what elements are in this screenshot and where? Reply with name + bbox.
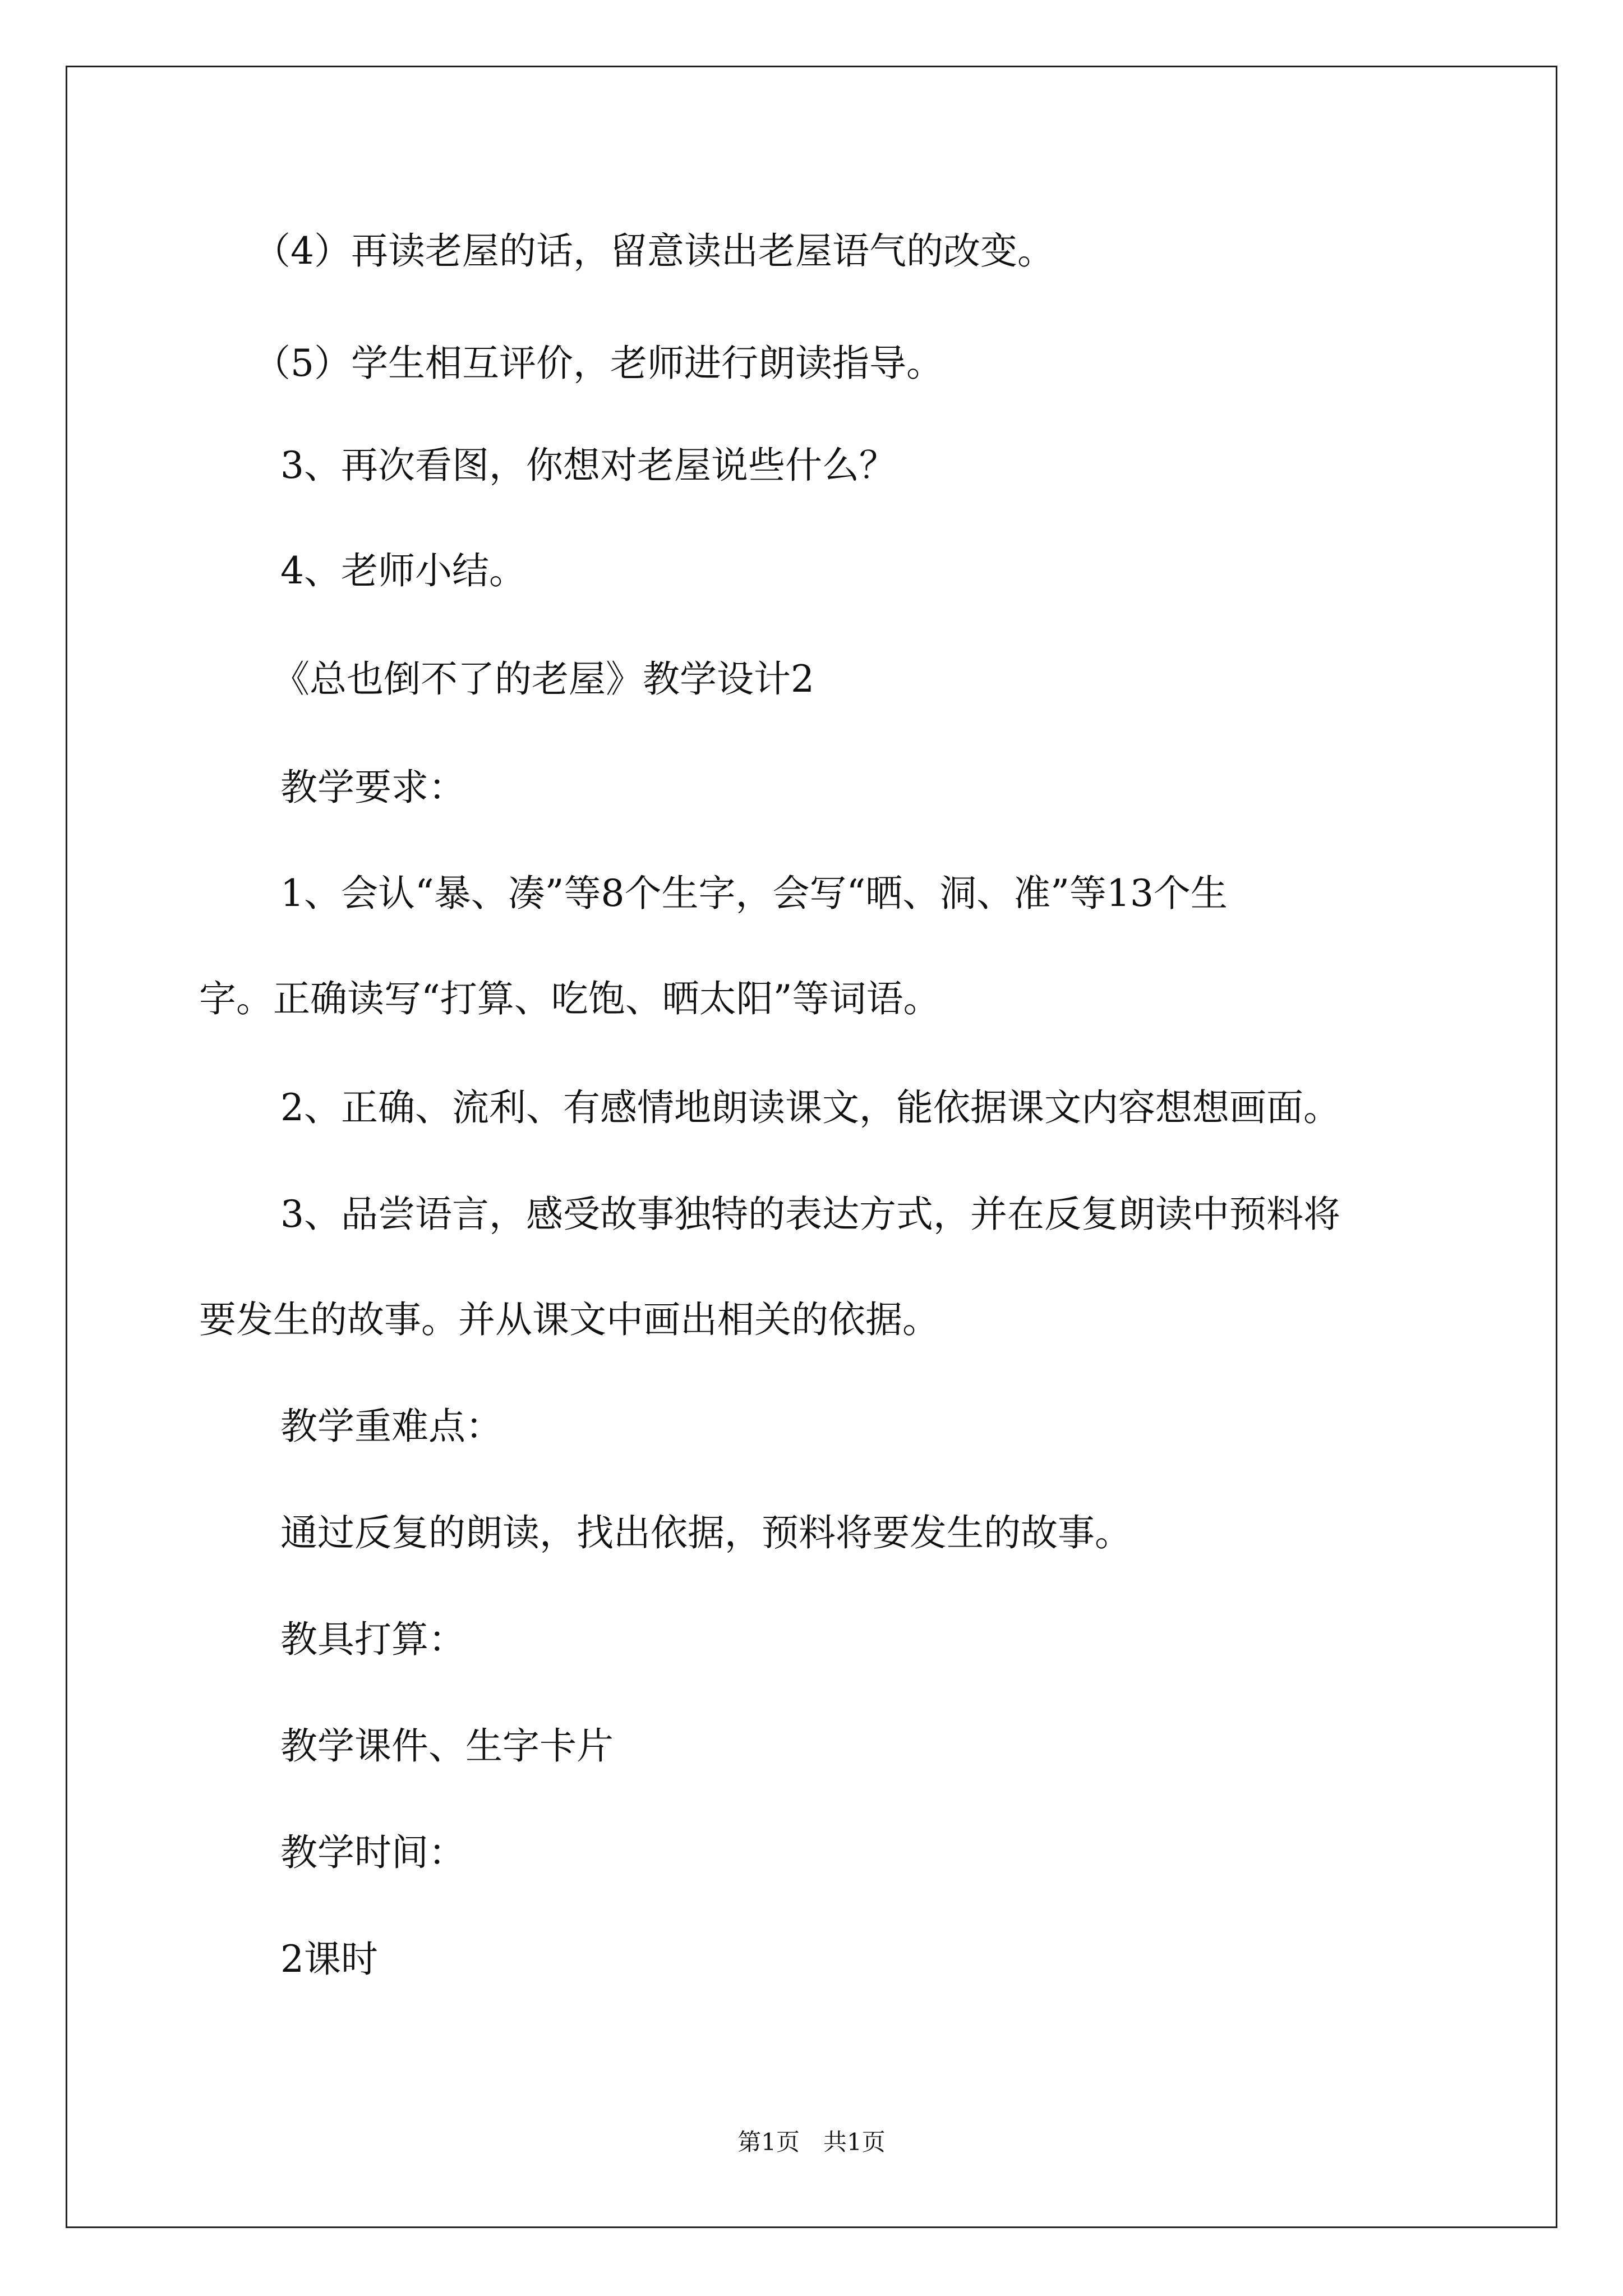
text-line-15: 教学课件、生字卡片 <box>280 1724 614 1768</box>
text-line-3: 3、再次看图，你想对老屋说些什么？ <box>280 444 896 487</box>
text-line-14: 教具打算： <box>280 1618 465 1661</box>
doc-subtitle: 《总也倒不了的老屋》教学设计2 <box>273 657 814 701</box>
text-line-16: 教学时间： <box>280 1831 465 1874</box>
page-border <box>66 66 1557 2228</box>
text-line-17: 2课时 <box>280 1938 378 1981</box>
page-footer: 第1页 共1页 <box>737 2128 886 2156</box>
text-line-4: 4、老师小结。 <box>280 549 526 592</box>
text-line-7: 1、会认“暴、凑”等8个生字，会写“晒、洞、准”等13个生 <box>280 872 1228 915</box>
text-line-13: 通过反复的朗读，找出依据，预料将要发生的故事。 <box>280 1511 1132 1554</box>
text-line-11: 要发生的故事。并从课文中画出相关的依据。 <box>199 1298 939 1341</box>
text-line-10: 3、品尝语言，感受故事独特的表达方式，并在反复朗读中预料将 <box>280 1193 1340 1236</box>
text-line-12: 教学重难点： <box>280 1405 502 1448</box>
text-line-6: 教学要求： <box>280 766 465 809</box>
text-line-8: 字。正确读写“打算、吃饱、晒太阳”等词语。 <box>199 977 940 1020</box>
text-line-9: 2、正确、流利、有感情地朗读课文，能依据课文内容想想画面。 <box>280 1086 1340 1129</box>
text-line-2: （5）学生相互评价，老师进行朗读指导。 <box>253 342 943 385</box>
text-line-1: （4）再读老屋的话，留意读出老屋语气的改变。 <box>253 229 1054 273</box>
